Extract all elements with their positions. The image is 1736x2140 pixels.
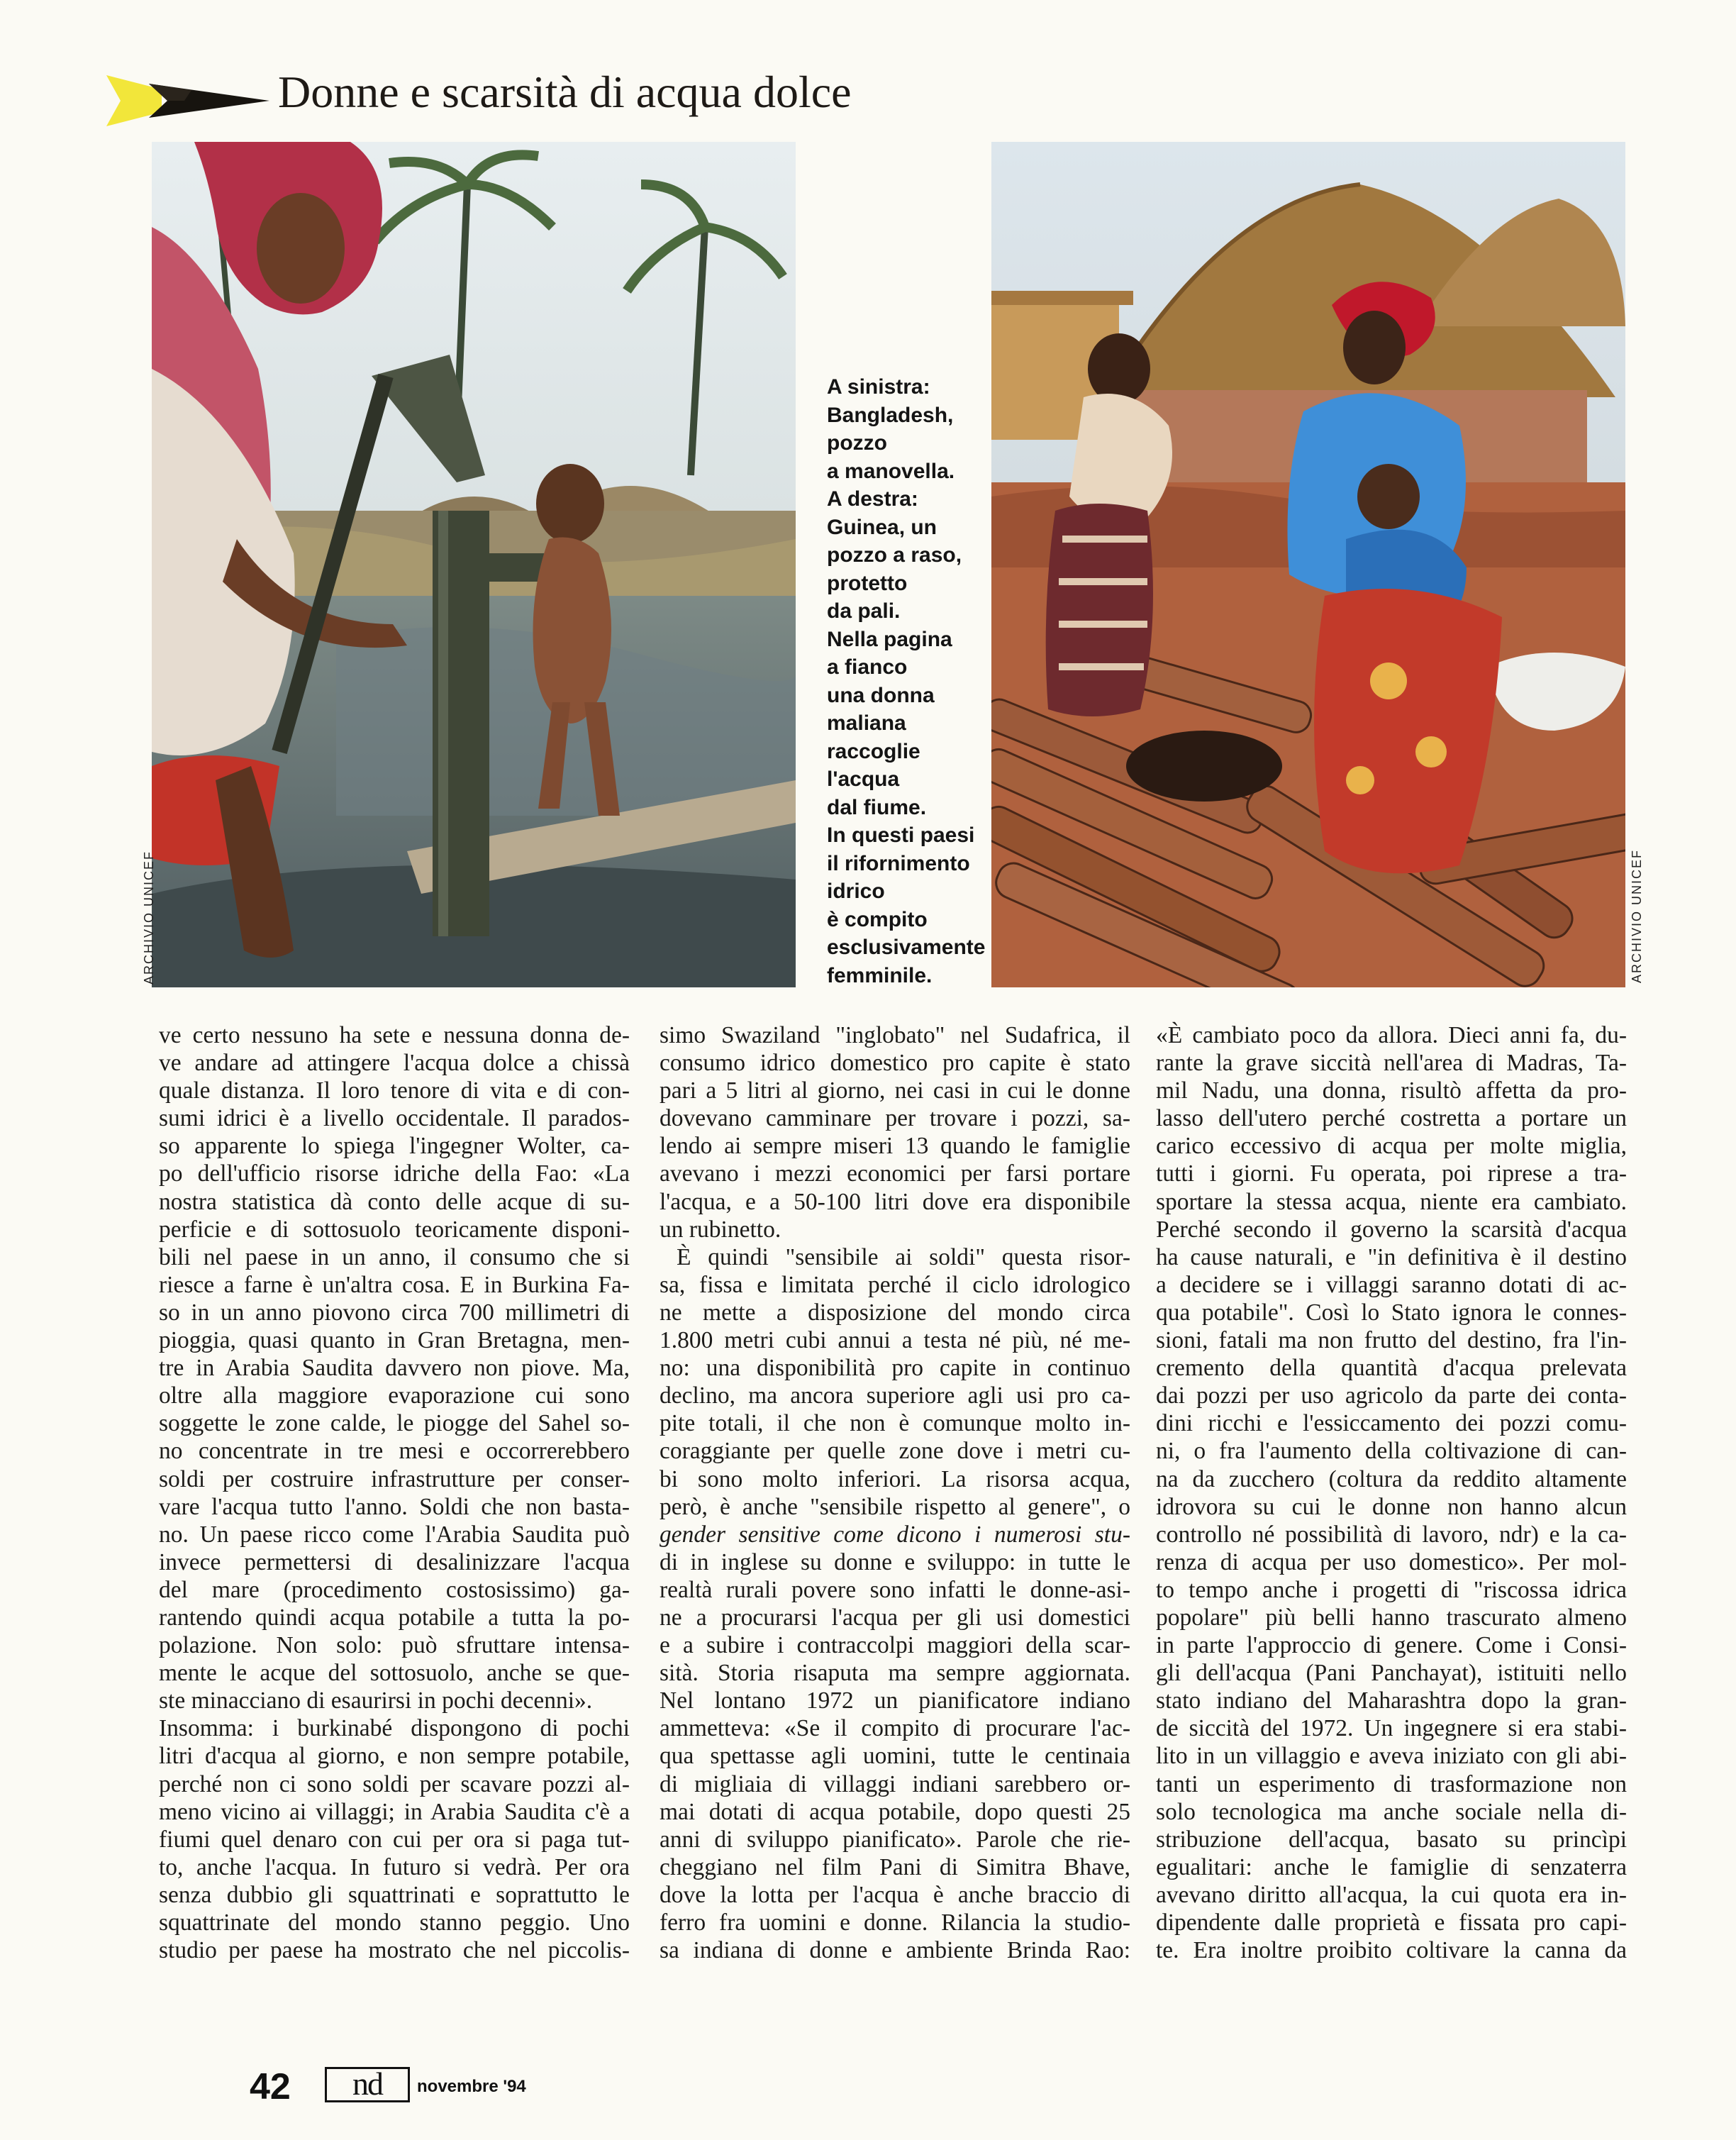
text-line: mente le acque del sottosuolo, anche se que- xyxy=(159,1660,630,1687)
text-line: so apparente lo spiega l'ingegner Wolter, ca- xyxy=(159,1133,630,1160)
issue-date: novembre '94 xyxy=(417,2077,526,2096)
text-line: gender sensitive come dicono i numerosi stu- xyxy=(660,1521,1130,1548)
caption-line: una donna xyxy=(827,683,935,707)
text-line: qua potabile". Così lo Stato ignora le connes- xyxy=(1156,1299,1627,1326)
text-line: qua spettasse agli uomini, tutte le centinaia xyxy=(660,1743,1130,1770)
text-line: ste minacciano di esaurirsi in pochi decenni». xyxy=(159,1687,593,1714)
text-line: squattrinate del mondo stanno peggio. Uno xyxy=(159,1909,630,1936)
text-line: coraggiante per quelle zone dove i metri cu- xyxy=(660,1438,1130,1465)
text-line: egualitari: anche le famiglie di senzaterra xyxy=(1156,1853,1627,1880)
caption-line: pozzo xyxy=(827,431,887,455)
article-column-3 xyxy=(1156,1021,1627,1964)
text-line: di in inglese su donne e sviluppo: in tutte le xyxy=(660,1548,1130,1575)
text-line: ferro fra uomini e donne. Rilancia la studio- xyxy=(660,1909,1130,1936)
magazine-logo: nd xyxy=(325,2067,410,2102)
caption-line: a fianco xyxy=(827,655,908,679)
text-line: pari a 5 litri al giorno, nei casi in cui le donne xyxy=(660,1077,1130,1104)
photo-guinea-well xyxy=(991,142,1625,987)
text-line: ne mette a disposizione del mondo circa xyxy=(660,1299,1130,1326)
text-line: però, è anche "sensibile rispetto al genere", o xyxy=(660,1493,1130,1520)
caption-line: è compito xyxy=(827,907,928,931)
text-line: mil Nadu, una donna, risultò affetta da pro- xyxy=(1156,1077,1627,1104)
text-line: cremento della quantità d'acqua prelevata xyxy=(1156,1355,1627,1382)
text-line: pite totali, il che non è comunque molto in- xyxy=(660,1410,1130,1437)
text-line: studio per paese ha mostrato che nel piccolis- xyxy=(159,1937,630,1964)
text-line: ne a procurarsi l'acqua per gli usi domestici xyxy=(660,1604,1130,1631)
text-line: di migliaia di villaggi indiani sarebbero or- xyxy=(660,1770,1130,1797)
text-line: oltre alla maggiore evaporazione cui sono xyxy=(159,1382,630,1409)
text-line: sa, fissa e limitata perché il ciclo idrologico xyxy=(660,1271,1130,1298)
text-line: perficie e di sottosuolo teoricamente disponi- xyxy=(159,1216,630,1243)
text-line: lendo ai sempre miseri 13 quando le famiglie xyxy=(660,1133,1130,1160)
text-line: lasso dell'utero perché costretta a portare un xyxy=(1156,1105,1627,1132)
caption-line: protetto xyxy=(827,571,908,595)
article-column-2 xyxy=(660,1021,1130,1964)
text-line: riesce a farne è un'altra cosa. E in Burkina Fa- xyxy=(159,1271,630,1298)
text-line: declino, ma ancora superiore agli usi pro ca- xyxy=(660,1382,1130,1409)
text-line: sportare la stessa acqua, niente era cambiato. xyxy=(1156,1188,1627,1215)
text-line: l'acqua, e a 50-100 litri dove era disponibile xyxy=(660,1188,1130,1215)
caption-line: maliana xyxy=(827,711,906,735)
text-line: in parte l'approccio di genere. Come i Consi- xyxy=(1156,1632,1627,1659)
text-line: so in un anno piovono circa 700 millimetri di xyxy=(159,1299,630,1326)
caption-line: Bangladesh, xyxy=(827,403,954,427)
text-line: tutti i giorni. Fu operata, poi riprese a tra- xyxy=(1156,1160,1627,1187)
text-line: de siccità del 1972. Un ingegnere si era stabi- xyxy=(1156,1715,1627,1742)
text-line: te. Era inoltre proibito coltivare la canna da xyxy=(1156,1937,1627,1964)
caption-line: dal fiume. xyxy=(827,795,927,819)
text-line: tanti un esperimento di trasformazione non xyxy=(1156,1770,1627,1797)
text-line: consumo idrico domestico pro capite è stato xyxy=(660,1050,1130,1077)
page-number: 42 xyxy=(250,2066,291,2107)
text-line: polazione. Non solo: può sfruttare intensa- xyxy=(159,1632,630,1659)
text-line: «È cambiato poco da allora. Dieci anni fa, du- xyxy=(1156,1022,1627,1048)
text-line: ammetteva: «Se il compito di procurare l'ac- xyxy=(660,1715,1130,1742)
article-title: Donne e scarsità di acqua dolce xyxy=(278,67,852,117)
text-line: dove la lotta per l'acqua è anche braccio di xyxy=(660,1881,1130,1908)
caption-line: il rifornimento xyxy=(827,851,970,875)
text-line: bi sono molto inferiori. La risorsa acqua, xyxy=(660,1465,1130,1492)
text-line: vare l'acqua tutto l'anno. Soldi che non basta- xyxy=(159,1493,630,1520)
text-line: sità. Storia risaputa ma sempre aggiornata. xyxy=(660,1660,1130,1687)
photo-bangladesh-pump xyxy=(152,142,796,987)
photo-caption xyxy=(827,373,986,989)
text-line: mai dotati di acqua potabile, dopo questi 25 xyxy=(660,1798,1130,1825)
text-line: ha cause naturali, e "in definitiva è il destino xyxy=(1156,1243,1627,1270)
text-line: del mare (procedimento costosissimo) ga- xyxy=(159,1576,630,1603)
text-line: stribuzione dell'acqua, basato su princìpi xyxy=(1156,1826,1627,1853)
text-line: renza di acqua per uso domestico». Per mol- xyxy=(1156,1548,1627,1575)
text-line: pioggia, quasi quanto in Gran Bretagna, men- xyxy=(159,1327,630,1354)
text-line: dai pozzi per uso agricolo da parte dei conta- xyxy=(1156,1382,1627,1409)
text-line: stato indiano del Maharashtra dopo la gran- xyxy=(1156,1687,1627,1714)
caption-line: A destra: xyxy=(827,487,918,511)
caption-line: idrico xyxy=(827,880,885,903)
caption-line: In questi paesi xyxy=(827,824,975,847)
text-line: bili nel paese in un anno, il consumo che si xyxy=(159,1243,630,1270)
caption-line: femminile. xyxy=(827,963,933,987)
caption-line: Guinea, un xyxy=(827,515,937,539)
text-line: anni di sviluppo pianificato». Parole che rie- xyxy=(660,1826,1130,1853)
text-line: quale distanza. Il loro tenore di vita e di con- xyxy=(159,1077,630,1104)
text-line: po dell'ufficio risorse idriche della Fao: «La xyxy=(159,1160,630,1187)
text-line: 1.800 metri cubi annui a testa né più, né me- xyxy=(660,1327,1130,1354)
text-line: tre in Arabia Saudita davvero non piove. Ma, xyxy=(159,1355,630,1382)
text-line: ve andare ad attingere l'acqua dolce a chissà xyxy=(159,1050,630,1077)
text-line: dovevano camminare per trovare i pozzi, sa- xyxy=(660,1105,1130,1132)
caption-line: raccoglie xyxy=(827,739,920,763)
caption-line: esclusivamente xyxy=(827,936,986,959)
text-line: un rubinetto. xyxy=(660,1216,781,1243)
text-line: e a subire i contraccolpi maggiori della scar- xyxy=(660,1632,1130,1659)
text-line: popolare" più belli hanno trascurato almeno xyxy=(1156,1604,1627,1631)
text-line: idrovora su cui le donne non hanno alcun xyxy=(1156,1493,1627,1520)
text-line: dini ricchi e l'essiccamento dei pozzi comu- xyxy=(1156,1410,1627,1437)
caption-line: a manovella. xyxy=(827,459,955,483)
text-line: sioni, fatali ma non frutto del destino, fra l'in- xyxy=(1156,1327,1627,1354)
text-line: soggette le zone calde, le piogge del Sahel so- xyxy=(159,1410,630,1437)
article-column-1 xyxy=(159,1021,630,1964)
caption-line: Nella pagina xyxy=(827,627,952,651)
text-line: avevano i mezzi economici per farsi portare xyxy=(660,1160,1130,1187)
text-line: ve certo nessuno ha sete e nessuna donna de- xyxy=(159,1022,630,1048)
text-line: rantendo quindi acqua potabile a tutta la po- xyxy=(159,1604,630,1631)
text-line: ni, o fra l'aumento della coltivazione di can- xyxy=(1156,1438,1627,1465)
text-line: È quindi "sensibile ai soldi" questa risor- xyxy=(677,1243,1130,1270)
text-line: sumi idrici è a livello occidentale. Il parados- xyxy=(159,1105,630,1132)
text-line: no. Un paese ricco come l'Arabia Saudita può xyxy=(159,1521,630,1548)
text-line: avevano diritto all'acqua, la cui quota era in- xyxy=(1156,1881,1627,1908)
text-line: senza dubbio gli squattrinati e soprattutto le xyxy=(159,1881,630,1908)
text-line: Nel lontano 1972 un pianificatore indiano xyxy=(660,1687,1130,1714)
photo-credit-right: ARCHIVIO UNICEF xyxy=(1630,848,1644,983)
text-line: no: una disponibilità pro capite in continuo xyxy=(660,1355,1130,1382)
text-line: soldi per costruire infrastrutture per conser- xyxy=(159,1465,630,1492)
caption-line: da pali. xyxy=(827,599,901,623)
text-line: na da zucchero (coltura da reddito altamente xyxy=(1156,1465,1627,1492)
photo-credit-left: ARCHIVIO UNICEF xyxy=(142,850,156,985)
text-line: lito in un villaggio e aveva iniziato con gli abi- xyxy=(1156,1743,1627,1770)
text-line: no concentrate in tre mesi e occorrerebbero xyxy=(159,1438,630,1465)
text-line: meno vicino ai villaggi; in Arabia Saudita c'è a xyxy=(159,1798,630,1825)
text-line: gli dell'acqua (Pani Panchayat), istituiti nello xyxy=(1156,1660,1627,1687)
text-line: to tempo anche i progetti di "riscossa idrica xyxy=(1156,1576,1627,1603)
caption-line: l'acqua xyxy=(827,767,900,791)
text-line: litri d'acqua al giorno, e non sempre potabile, xyxy=(159,1743,630,1770)
text-line: simo Swaziland "inglobato" nel Sudafrica, il xyxy=(660,1022,1130,1048)
text-line: realtà rurali povere sono infatti le donne-asi- xyxy=(660,1576,1130,1603)
text-line: a decidere se i villaggi saranno dotati di ac- xyxy=(1156,1271,1627,1298)
text-line: rante la grave siccità nell'area di Madras, Ta- xyxy=(1156,1050,1627,1077)
text-line: cheggiano nel film Pani di Simitra Bhave, xyxy=(660,1853,1130,1880)
text-line: dipendente dalle proprietà e fissata pro capi- xyxy=(1156,1909,1627,1936)
text-line: invece permettersi di desalinizzare l'acqua xyxy=(159,1548,630,1575)
text-line: nostra statistica dà conto delle acque di su- xyxy=(159,1188,630,1215)
text-line: Perché secondo il governo la scarsità d'acqua xyxy=(1156,1216,1627,1243)
text-line: controllo né possibilità di lavoro, ndr) e la ca- xyxy=(1156,1521,1627,1548)
caption-line: A sinistra: xyxy=(827,375,930,399)
header-arrow-icon xyxy=(106,68,269,133)
text-line: solo tecnologica ma anche sociale nella di- xyxy=(1156,1798,1627,1825)
text-line: sa indiana di donne e ambiente Brinda Rao: xyxy=(660,1937,1130,1964)
text-line: fiumi quel denaro con cui per ora si paga tut- xyxy=(159,1826,630,1853)
caption-line: pozzo a raso, xyxy=(827,543,962,567)
text-line: perché non ci sono soldi per scavare pozzi al- xyxy=(159,1770,630,1797)
text-line: to, anche l'acqua. In futuro si vedrà. Per ora xyxy=(159,1853,630,1880)
text-line: Insomma: i burkinabé dispongono di pochi xyxy=(159,1715,630,1742)
text-line: carico eccessivo di acqua per molte miglia, xyxy=(1156,1133,1627,1160)
